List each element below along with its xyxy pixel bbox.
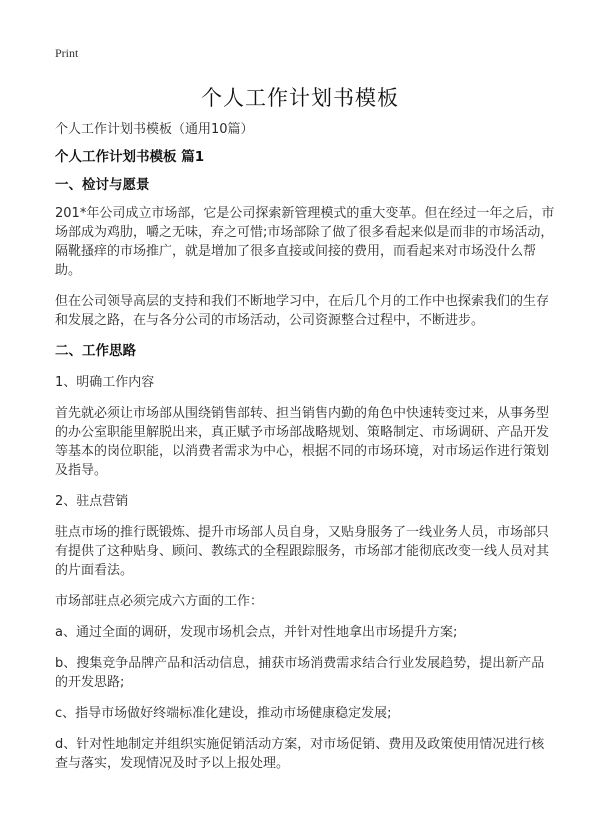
subsection-heading: 1、明确工作内容	[55, 375, 155, 390]
paragraph: 驻点市场的推行既锻炼、提升市场部人员自身，又贴身服务了一线业务人员，市场部只有提供了这种贴身、顾问、教练式的全程跟踪服务，市场部才能彻底改变一线人员对其的片面看法。	[55, 525, 550, 578]
list-item: a、通过全面的调研，发现市场机会点，并针对性地拿出市场提升方案;	[55, 625, 458, 640]
paragraph: 201*年公司成立市场部，它是公司探索新管理模式的重大变革。但在经过一年之后，市场部成为鸡肋，嚼之无味，弃之可惜;市场部除了做了很多看起来似是而非的市场活动，隔靴搔痒的市场推广，就是增加了很多直接或间接的费用，而看起来对市场没什么帮助。	[55, 206, 555, 278]
paragraph: 首先就必须让市场部从围绕销售部转、担当销售内勤的角色中快速转变过来，从事务型的办公室职能里解脱出来，真正赋予市场部战略规划、策略制定、市场调研、产品开发等基本的岗位职能，以消费者需求为中心，根据不同的市场环境，对市场运作进行策划及指导。	[55, 406, 550, 478]
paragraph: 但在公司领导高层的支持和我们不断地学习中，在后几个月的工作中也探索我们的生存和发展之路，在与各分公司的市场活动，公司资源整合过程中，不断进步。	[55, 294, 550, 328]
document-title: 个人工作计划书模板	[201, 86, 399, 110]
list-item: d、针对性地制定并组织实施促销活动方案，对市场促销、费用及政策使用情况进行核查与落实，发现情况及时予以上报处理。	[55, 737, 545, 771]
list-item: b、搜集竞争品牌产品和活动信息，捕获市场消费需求结合行业发展趋势，提出新产品的开发思路;	[55, 656, 545, 690]
list-item: c、指导市场做好终端标准化建设，推动市场健康稳定发展;	[55, 706, 392, 721]
section-heading: 二、工作思路	[55, 343, 136, 359]
paragraph: 市场部驻点必须完成六方面的工作：	[55, 594, 264, 609]
subsection-heading: 2、驻点营销	[55, 494, 129, 509]
article-heading: 个人工作计划书模板 篇1	[55, 149, 205, 165]
section-heading: 一、检讨与愿景	[55, 177, 150, 193]
document-body	[55, 120, 555, 773]
print-label[interactable]: Print	[55, 46, 79, 60]
document-subtitle: 个人工作计划书模板（通用10篇）	[55, 122, 254, 137]
